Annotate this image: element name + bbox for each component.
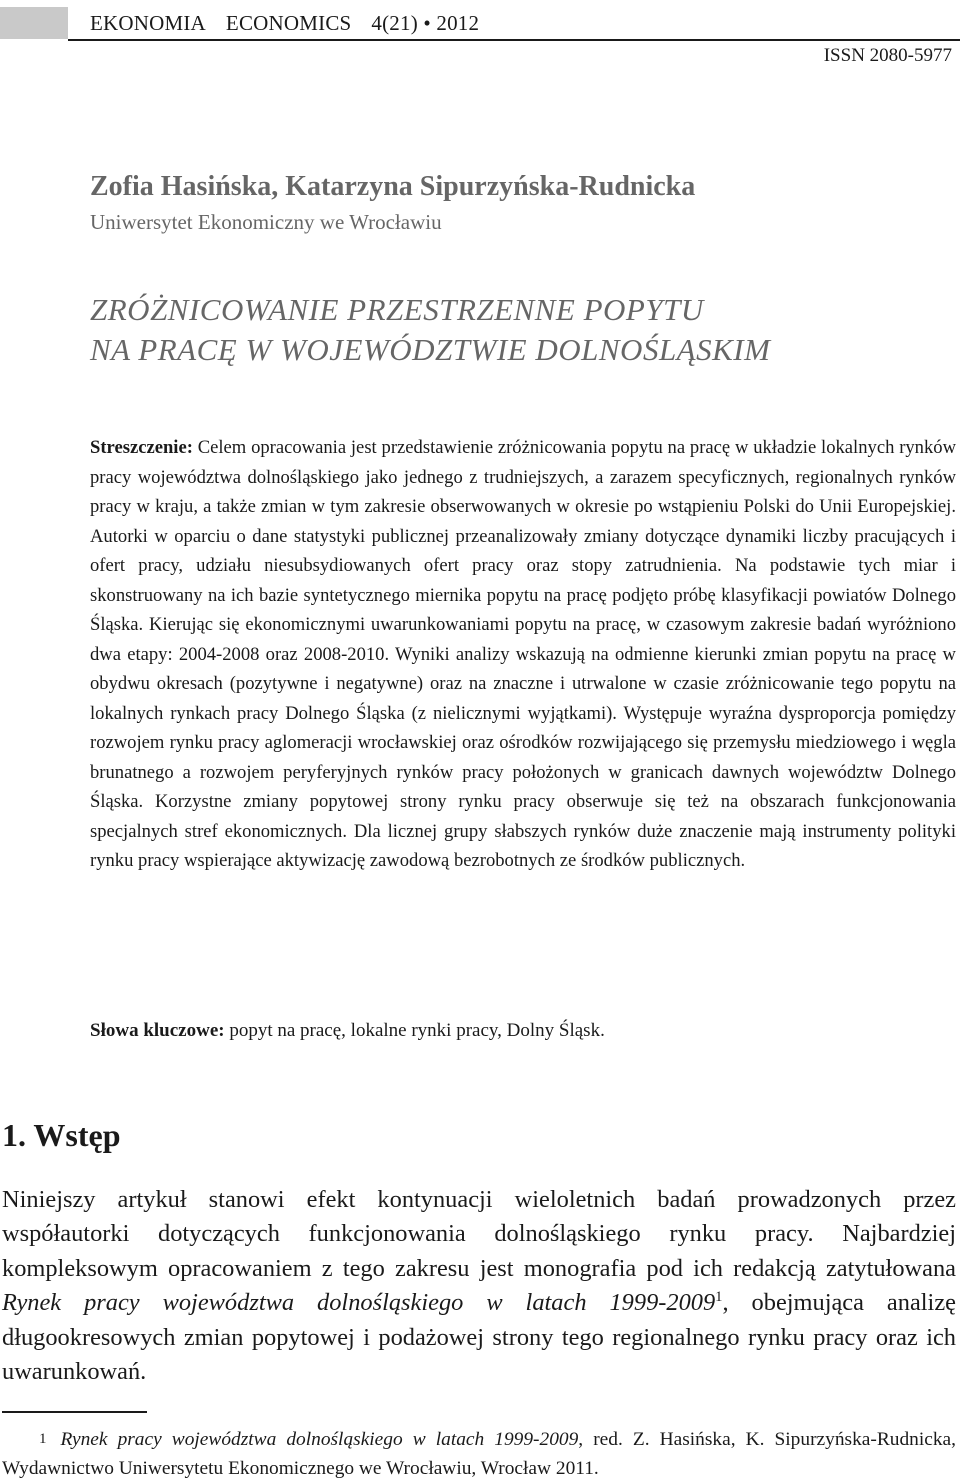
journal-issue: 4(21) — [371, 11, 418, 35]
abstract-label: Streszczenie: — [90, 437, 193, 458]
keywords — [90, 1020, 605, 1042]
footnote-book-title: Rynek pracy województwa dolnośląskiego w latach 1999-2009 — [60, 1429, 579, 1450]
title-line-1: ZRÓŻNICOWANIE PRZESTRZENNE POPYTU — [90, 292, 704, 327]
footnote-rule — [2, 1411, 147, 1413]
intro-paragraph — [2, 1183, 956, 1389]
abstract — [90, 433, 956, 876]
footnote — [2, 1425, 956, 1483]
header-grey-block — [0, 7, 68, 39]
running-header — [0, 7, 960, 39]
intro-book-title: Rynek pracy województwa dolnośląskiego w latach 1999-2009 — [2, 1289, 716, 1317]
footnote-reference[interactable]: 1 — [715, 1289, 723, 1306]
header-bullet: • — [423, 11, 431, 35]
section-heading: 1. Wstęp — [2, 1117, 121, 1153]
journal-year: 2012 — [436, 11, 480, 35]
abstract-text: Celem opracowania jest przedstawienie zróżnicowania popytu na pracę w układzie lokalnych rynków pracy województwa dolnośląskiego jako jednego z trudniejszych, a zarazem specyficznych, regionalnych rynków pracy w kraju, a także zmian w tym zakresie obserwowanych w okresie po wstąpieniu Polski do Unii Europejskiej. Autorki w oparciu o dane statystyki publicznej przeanalizowały zmiany dotyczące dynamiki liczby pracujących i ofert pracy, udziału niesubsydiowanych ofert pracy oraz stopy zatrudnienia. Na podstawie tych miar i skonstruowany na ich bazie syntetycznego miernika popytu na pracę podjęto próbę klasyfikacji powiatów Dolnego Śląska. Kierując się ekonomicznymi uwarunkowaniami popytu na pracę, w czasowym zakresie badań wyróżniono dwa etapy: 2004-2008 oraz 2008-2010. Wyniki analizy wskazują na odmienne kierunki zmian popytu na pracę w obydwu okresach (pozytywne i negatywne) oraz na znaczne i utrwalone w czasie zróżnicowanie tego popytu na lokalnych rynkach pracy Dolnego Śląska (z nielicznymi wyjątkami). Występuje wyraźna dysproporcja pomiędzy rozwojem rynku pracy aglomeracji wrocławskiej oraz ośrodków rozwijającego się przemysłu miedziowego i węgla brunatnego a rozwojem peryferyjnych rynków pracy położonych w granicach dawnych województw Dolnego Śląska. Korzystne zmiany popytowej strony rynku pracy obserwuje się też na obszarach funkcjonowania specjalnych stref ekonomicznych. Dla licznej grupy słabszych rynków duże znaczenie mają instrumenty polityki rynku pracy wspierające aktywizację zawodową bezrobotnych ze środków publicznych. — [90, 437, 956, 871]
article-title — [90, 290, 770, 370]
journal-name-pl: EKONOMIA — [90, 11, 206, 35]
keywords-text: popyt na pracę, lokalne rynki pracy, Dolny Śląsk. — [229, 1020, 605, 1041]
journal-name-en: ECONOMICS — [225, 11, 352, 35]
title-line-2: NA PRACĘ W WOJEWÓDZTWIE DOLNOŚLĄSKIM — [90, 332, 771, 367]
footnote-number: 1 — [39, 1431, 47, 1447]
intro-text-end: , obejmująca analizę długookresowych zmian popytowej i podażowej strony tego regionalnego rynku pracy oraz ich uwarunkowań. — [2, 1289, 956, 1386]
header-rule — [68, 39, 960, 41]
authors: Zofia Hasińska, Katarzyna Sipurzyńska-Rudnicka — [90, 171, 696, 202]
intro-text-start: Niniejszy artykuł stanowi efekt kontynuacji wieloletnich badań prowadzonych przez współautorki dotyczących funkcjonowania dolnośląskiego rynku pracy. Najbardziej kompleksowym opracowaniem z tego zakresu jest monografia pod ich redakcją zatytułowana — [2, 1186, 956, 1282]
keywords-label: Słowa kluczowe: — [90, 1020, 225, 1041]
footnote-text: , red. Z. Hasińska, K. Sipurzyńska-Rudnicka, Wydawnictwo Uniwersytetu Ekonomicznego we Wrocławiu, Wrocław 2011. — [2, 1429, 956, 1479]
issn: ISSN 2080-5977 — [823, 45, 952, 66]
affiliation: Uniwersytet Ekonomiczny we Wrocławiu — [90, 210, 442, 234]
journal-header — [90, 11, 479, 36]
